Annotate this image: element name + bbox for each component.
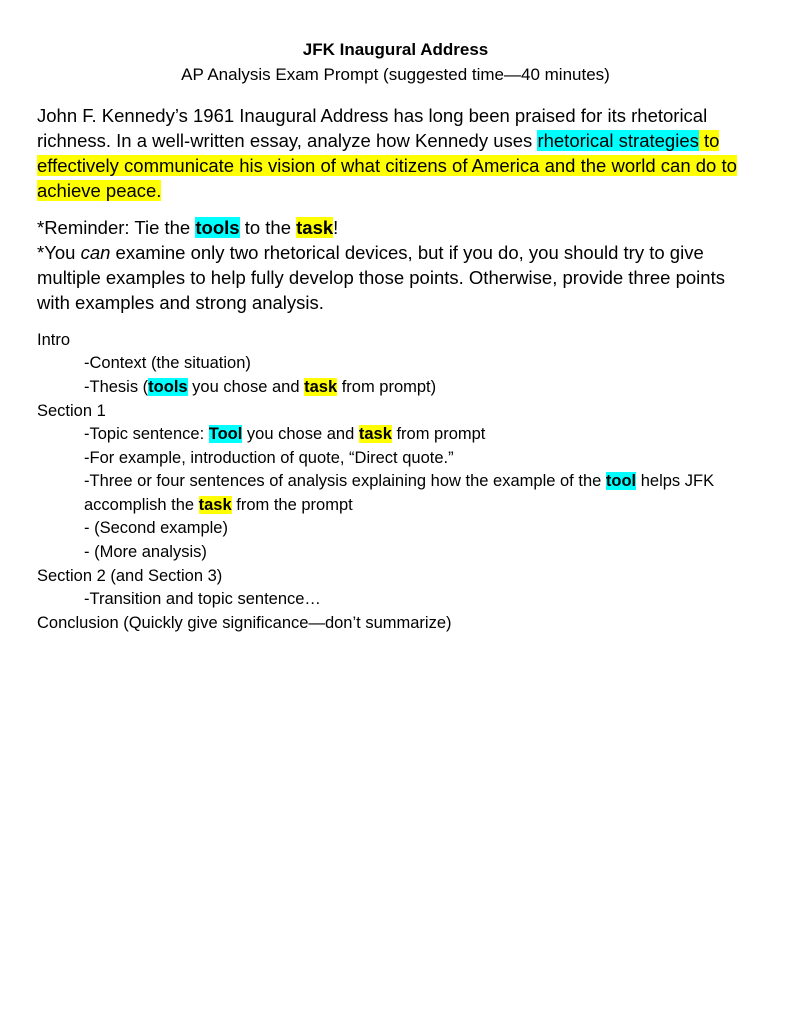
outline-second-example: - (Second example)	[84, 519, 228, 537]
reminder-block	[37, 215, 757, 315]
analysis-text-a: -Three or four sentences of analysis explaining how the example of the	[84, 472, 606, 490]
analysis-text-d: from the prompt	[231, 496, 353, 514]
prompt-lead: John F. Kennedy’s 1961 Inaugural Address has long been praised for its rhetorical richness. In a well-written essay, analyze how Kennedy uses	[37, 105, 708, 151]
highlight-prompt-goal: to effectively communicate his vision of what citizens of America and the world can do to achieve peace.	[37, 130, 737, 201]
outline-topic-sentence	[84, 423, 485, 447]
reminder-text-c: !	[333, 217, 339, 238]
note-text-a: *You	[37, 242, 81, 263]
analysis-text-b: helps JFK	[636, 472, 715, 490]
note-text-b: examine only two rhetorical devices, but if you do, you should try to give multiple examples to help fully develop those points. Otherwise, provide three points with examples and strong analysis.	[37, 242, 725, 313]
highlight-topic-tool: Tool	[208, 425, 243, 443]
prompt-paragraph	[37, 103, 757, 203]
outline-analysis-line1	[84, 470, 714, 494]
highlight-analysis-task: task	[198, 496, 232, 514]
topic-text-b: you chose and	[242, 425, 359, 443]
thesis-text-a: -Thesis (	[84, 378, 149, 396]
outline-more-analysis: - (More analysis)	[84, 543, 207, 561]
outline-thesis	[84, 376, 436, 400]
analysis-text-c: accomplish the	[84, 496, 199, 514]
outline-section1: Section 1	[37, 402, 106, 420]
note-paragraph	[37, 240, 757, 315]
thesis-text-b: you chose and	[187, 378, 305, 396]
topic-text-a: -Topic sentence:	[84, 425, 209, 443]
highlight-topic-task: task	[358, 425, 392, 443]
page-subtitle: AP Analysis Exam Prompt (suggested time—40 minutes)	[181, 65, 610, 84]
outline-context: -Context (the situation)	[84, 354, 251, 372]
outline-conclusion: Conclusion (Quickly give significance—don’t summarize)	[37, 614, 452, 632]
note-can-italic: can	[80, 242, 111, 263]
page-title: JFK Inaugural Address	[302, 40, 489, 59]
highlight-thesis-tools: tools	[148, 378, 188, 396]
highlight-thesis-task: task	[304, 378, 338, 396]
thesis-text-c: from prompt)	[337, 378, 437, 396]
reminder-text-a: *Reminder: Tie the	[37, 217, 196, 238]
outline-analysis-line2	[84, 494, 353, 518]
outline-intro: Intro	[37, 331, 71, 349]
outline-section2: Section 2 (and Section 3)	[37, 567, 223, 585]
highlight-analysis-tool: tool	[605, 472, 637, 490]
highlight-task: task	[296, 217, 334, 238]
highlight-rhetorical-strategies: rhetorical strategies	[537, 130, 699, 151]
reminder-line	[37, 215, 757, 240]
topic-text-c: from prompt	[391, 425, 486, 443]
highlight-tools: tools	[195, 217, 240, 238]
outline-example: -For example, introduction of quote, “Direct quote.”	[84, 449, 454, 467]
outline-transition: -Transition and topic sentence…	[84, 590, 321, 608]
reminder-text-b: to the	[239, 217, 297, 238]
